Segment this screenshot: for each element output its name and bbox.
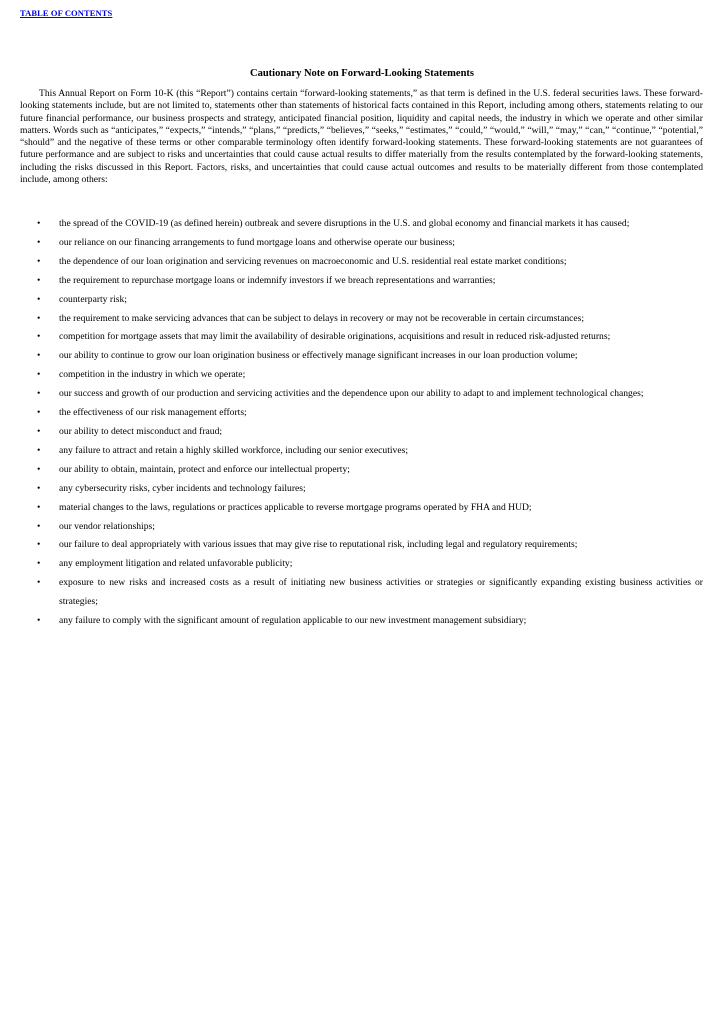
bullet-icon: • [37,407,41,419]
list-item-text: any cybersecurity risks, cyber incidents and technology failures; [59,482,306,494]
list-item [20,499,703,518]
list-item [20,536,703,555]
list-item [20,518,703,537]
list-item [20,234,703,253]
bullet-icon: • [37,236,41,248]
bullet-icon: • [37,388,41,400]
table-of-contents-link[interactable]: TABLE OF CONTENTS [20,8,113,18]
list-item-text: exposure to new risks and increased costs as a result of initiating new business activities or strategies or significantly expanding existing business activities or strategies; [59,577,703,608]
list-item [20,328,703,347]
list-item-text: competition in the industry in which we operate; [59,369,246,381]
list-item-text: our vendor relationships; [59,520,155,532]
bullet-icon: • [37,539,41,551]
bullet-icon: • [37,425,41,437]
bullet-icon: • [37,218,41,229]
bullet-icon: • [37,577,41,589]
bullet-icon: • [37,520,41,532]
list-item-text: the spread of the COVID-19 (as defined herein) outbreak and severe disruptions in the U.S. and global economy and financial markets it has caused; [59,218,630,229]
list-item-text: the requirement to make servicing advances that can be subject to delays in recovery or may not be recoverable in certain circumstances; [59,312,585,324]
list-item-text: the requirement to repurchase mortgage loans or indemnify investors if we breach representations and warranties; [59,274,496,286]
list-item [20,461,703,480]
list-item-text: any failure to comply with the significant amount of regulation applicable to our new investment management subsidiary; [59,615,527,627]
list-item [20,366,703,385]
list-item-text: the effectiveness of our risk management efforts; [59,407,247,419]
list-item [20,215,703,234]
list-item-text: any failure to attract and retain a highly skilled workforce, including our senior executives; [59,444,408,456]
list-item [20,310,703,329]
list-item-text: the dependence of our loan origination and servicing revenues on macroeconomic and U.S. residential real estate market conditions; [59,255,567,267]
bullet-icon: • [37,501,41,513]
bullet-icon: • [37,482,41,494]
bullet-icon: • [37,255,41,267]
list-item [20,480,703,499]
list-item-text: any employment litigation and related unfavorable publicity; [59,558,293,570]
bullet-icon: • [37,615,41,627]
list-item [20,404,703,423]
list-item-text: our ability to detect misconduct and fraud; [59,425,223,437]
list-item-text: our ability to obtain, maintain, protect and enforce our intellectual property; [59,463,350,475]
list-item-text: material changes to the laws, regulations or practices applicable to reverse mortgage programs operated by FHA and HUD; [59,501,532,513]
list-item [20,612,703,631]
intro-paragraph: This Annual Report on Form 10-K (this “Report”) contains certain “forward-looking statements,” as that term is defined in the U.S. federal securities laws. These forward-looking statements include, but are not limited to, statements other than statements of historical facts contained in this Report, including among others, statements relating to our future financial performance, our business prospects and strategy, anticipated financial position, liquidity and capital needs, the industry in which we operate and other similar matters. Words such as “anticipates,” “expects,” “intends,” “plans,” “predicts,” “believes,” “seeks,” “estimates,” “could,” “would,” “will,” “may,” “can,” “continue,” “potential,” “should” and the negative of these terms or other comparable terminology often identify forward-looking statements. These forward-looking statements are not guarantees of future performance and are subject to risks and uncertainties that could cause actual results to differ materially from the results contemplated by the forward-looking statements, including the risks discussed in this Report. Factors, risks, and uncertainties that could cause actual outcomes and results to be materially different from those contemplated include, among others: [20,88,703,186]
list-item [20,272,703,291]
list-item [20,253,703,272]
list-item-text: our success and growth of our production and servicing activities and the dependence upon our ability to adapt to and implement technological changes; [59,388,644,400]
list-item [20,385,703,404]
list-item [20,574,703,612]
bullet-icon: • [37,274,41,286]
list-item [20,555,703,574]
list-item [20,442,703,461]
list-item-text: our failure to deal appropriately with various issues that may give rise to reputational risk, including legal and regulatory requirements; [59,539,578,551]
list-item [20,347,703,366]
bullet-icon: • [37,293,41,305]
bullet-icon: • [37,463,41,475]
list-item [20,291,703,310]
bullet-icon: • [37,350,41,362]
bullet-icon: • [37,331,41,343]
bullet-icon: • [37,369,41,381]
bullet-icon: • [37,444,41,456]
section-heading: Cautionary Note on Forward-Looking Statements [250,68,474,79]
list-item-text: counterparty risk; [59,293,127,305]
list-item-text: competition for mortgage assets that may limit the availability of desirable originations, acquisitions and result in reduced risk-adjusted returns; [59,331,611,343]
risk-factor-list [20,215,703,631]
list-item-text: our reliance on our financing arrangements to fund mortgage loans and otherwise operate our business; [59,236,455,248]
bullet-icon: • [37,312,41,324]
bullet-icon: • [37,558,41,570]
list-item-text: our ability to continue to grow our loan origination business or effectively manage significant increases in our loan production volume; [59,350,578,362]
list-item [20,423,703,442]
